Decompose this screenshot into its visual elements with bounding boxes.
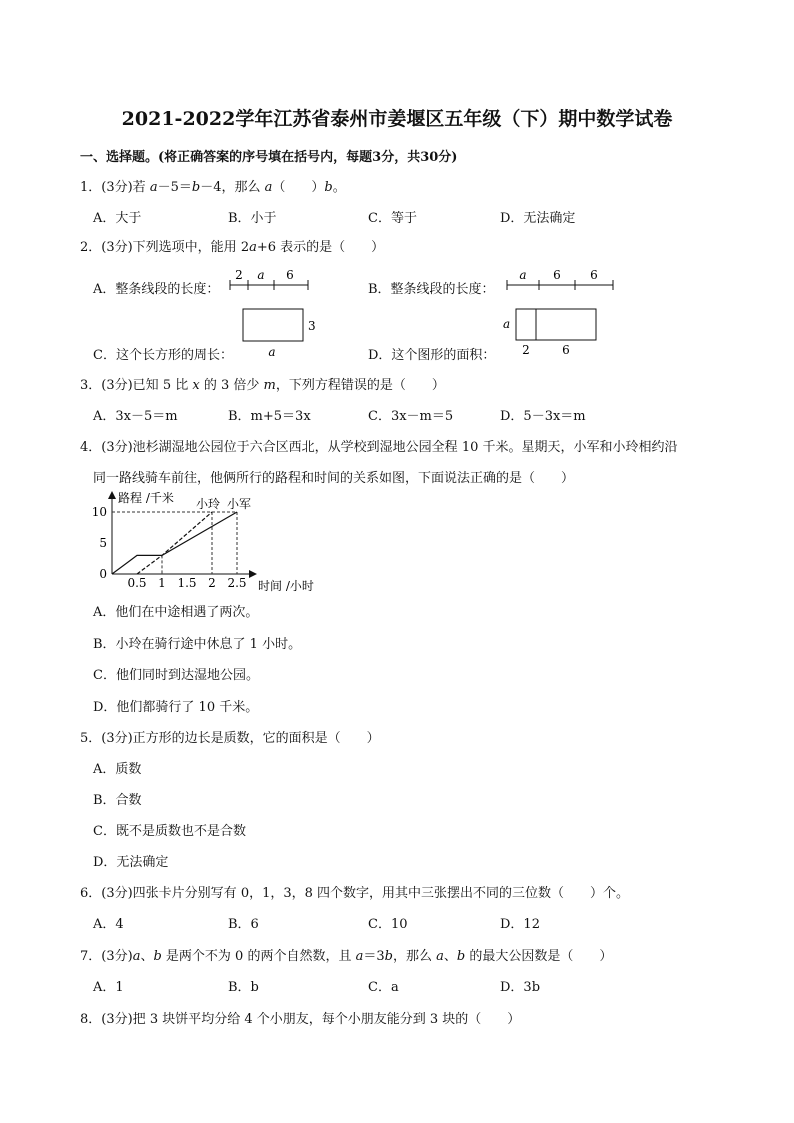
section-heading: 一、选择题。(将正确答案的序号填在括号内，每题3分，共30分) — [80, 150, 458, 165]
distance-time-chart — [90, 486, 370, 594]
q1-option-c[interactable]: C．等于 — [368, 211, 417, 226]
var-x: x — [192, 378, 200, 393]
q7-option-d[interactable]: D．3b — [500, 980, 541, 995]
q3-option-b[interactable]: B．m+5＝3x — [228, 409, 311, 424]
question-8: 8．(3分)把 3 块饼平均分给 4 个小朋友，每个小朋友能分到 3 块的（ ） — [80, 1012, 521, 1027]
series-line — [137, 512, 212, 574]
q7-text: 的最大公因数是（ ） — [465, 949, 613, 964]
question-3 — [80, 374, 445, 393]
q1-text: －5＝ — [157, 180, 192, 195]
q7-text: ＝3 — [363, 949, 385, 964]
segment-label: 6 — [590, 268, 598, 282]
y-tick-label: 10 — [91, 505, 107, 519]
segment-diagram-b — [503, 265, 617, 295]
segment-label: a — [257, 268, 265, 282]
q7-option-b[interactable]: B．b — [228, 980, 259, 995]
var-a: a — [249, 240, 257, 255]
q2-option-a[interactable]: A．整条线段的长度： — [93, 282, 220, 297]
q3-text: ，下列方程错误的是（ ） — [275, 378, 445, 393]
x-axis-label: 时间 /小时 — [258, 579, 314, 593]
segment-label: 6 — [553, 268, 561, 282]
q7-text: 7．(3分) — [80, 949, 133, 964]
q7-option-a[interactable]: A．1 — [93, 980, 124, 995]
var-b: b — [384, 949, 393, 964]
x-tick-label: 1.5 — [177, 576, 197, 590]
var-b: b — [324, 180, 333, 195]
segment-diagram-a — [226, 265, 312, 295]
q1-option-a[interactable]: A．大于 — [93, 211, 142, 226]
q1-text: （ ） — [272, 180, 325, 195]
q4-option-d[interactable]: D．他们都骑行了 10 千米。 — [93, 700, 259, 715]
var-a: a — [149, 180, 158, 195]
q7-text: 、 — [443, 949, 457, 964]
segment-label: 6 — [286, 268, 294, 282]
rect-side-label: 3 — [308, 319, 316, 333]
q3-option-a[interactable]: A．3x－5＝m — [93, 409, 178, 424]
rect-side-label: a — [268, 345, 276, 359]
var-b: b — [153, 949, 162, 964]
q1-text: －4，那么 — [200, 180, 265, 195]
q4-option-c[interactable]: C．他们同时到达湿地公园。 — [93, 668, 259, 683]
composite-rectangle-diagram-d — [500, 306, 600, 360]
q6-option-d[interactable]: D．12 — [500, 917, 540, 932]
var-a: a — [264, 180, 273, 195]
question-2 — [80, 236, 384, 255]
q2-option-d[interactable]: D．这个图形的面积： — [368, 348, 496, 363]
q1-option-b[interactable]: B．小于 — [228, 211, 277, 226]
var-a: a — [132, 949, 141, 964]
var-a: a — [355, 949, 364, 964]
segment-label: a — [519, 268, 527, 282]
y-tick-label: 0 — [99, 567, 107, 581]
page-title: 2021-2022学年江苏省泰州市姜堰区五年级（下）期中数学试卷 — [121, 108, 673, 130]
area-label: 6 — [562, 343, 570, 357]
question-5: 5．(3分)正方形的边长是质数，它的面积是（ ） — [80, 731, 380, 746]
q3-option-c[interactable]: C．3x－m＝5 — [368, 409, 454, 424]
q2-text: 2．(3分)下列选项中，能用 2 — [80, 240, 250, 255]
rectangle-diagram-c — [240, 306, 320, 360]
x-tick-label: 0.5 — [127, 576, 147, 590]
q6-option-c[interactable]: C．10 — [368, 917, 408, 932]
series-line — [112, 512, 237, 574]
area-label: a — [503, 317, 511, 331]
q7-option-c[interactable]: C．a — [368, 980, 399, 995]
q7-text: 、 — [140, 949, 154, 964]
q3-option-d[interactable]: D．5－3x＝m — [500, 409, 586, 424]
q2-option-b[interactable]: B．整条线段的长度： — [368, 282, 495, 297]
segment-label: 2 — [235, 268, 243, 282]
x-tick-label: 2 — [208, 576, 216, 590]
area-label: 2 — [522, 343, 530, 357]
question-6: 6．(3分)四张卡片分别写有 0，1，3，8 四个数字，用其中三张摆出不同的三位数（ ）个。 — [80, 886, 630, 901]
q7-text: 是两个不为 0 的两个自然数，且 — [161, 949, 356, 964]
q3-text: 3．(3分)已知 5 比 — [80, 378, 193, 393]
q1-option-d[interactable]: D．无法确定 — [500, 211, 576, 226]
q5-option-c[interactable]: C．既不是质数也不是合数 — [93, 824, 246, 839]
series-label: 小玲 — [195, 497, 221, 511]
q3-text: 的 3 倍少 — [199, 378, 264, 393]
y-tick-label: 5 — [99, 536, 107, 550]
var-m: m — [263, 378, 276, 393]
q6-option-b[interactable]: B．6 — [228, 917, 259, 932]
q6-option-a[interactable]: A．4 — [93, 917, 124, 932]
q4-option-b[interactable]: B．小玲在骑行途中休息了 1 小时。 — [93, 637, 302, 652]
q2-text: +6 表示的是（ ） — [256, 240, 385, 255]
question-4-line-1: 4．(3分)池杉湖湿地公园位于六合区西北，从学校到湿地公园全程 10 千米。星期天，小军和小玲相约沿 — [80, 440, 678, 455]
x-tick-label: 2.5 — [227, 576, 247, 590]
series-label: 小军 — [226, 497, 252, 511]
q5-option-d[interactable]: D．无法确定 — [93, 855, 169, 870]
var-b: b — [456, 949, 466, 964]
question-7 — [80, 945, 612, 964]
q1-text: 1．(3分)若 — [80, 180, 150, 195]
question-1 — [80, 176, 346, 195]
q2-option-c[interactable]: C．这个长方形的周长： — [93, 348, 233, 363]
question-4-line-2: 同一路线骑车前往，他俩所行的路程和时间的关系如图，下面说法正确的是（ ） — [93, 471, 575, 486]
var-a: a — [436, 949, 444, 964]
x-tick-label: 1 — [158, 576, 166, 590]
q5-option-a[interactable]: A．质数 — [93, 762, 142, 777]
q7-text: ，那么 — [392, 949, 437, 964]
y-axis-label: 路程 /千米 — [118, 491, 174, 505]
q5-option-b[interactable]: B．合数 — [93, 793, 142, 808]
q1-text: 。 — [332, 180, 346, 195]
q4-option-a[interactable]: A．他们在中途相遇了两次。 — [93, 605, 259, 620]
var-b: b — [191, 180, 201, 195]
